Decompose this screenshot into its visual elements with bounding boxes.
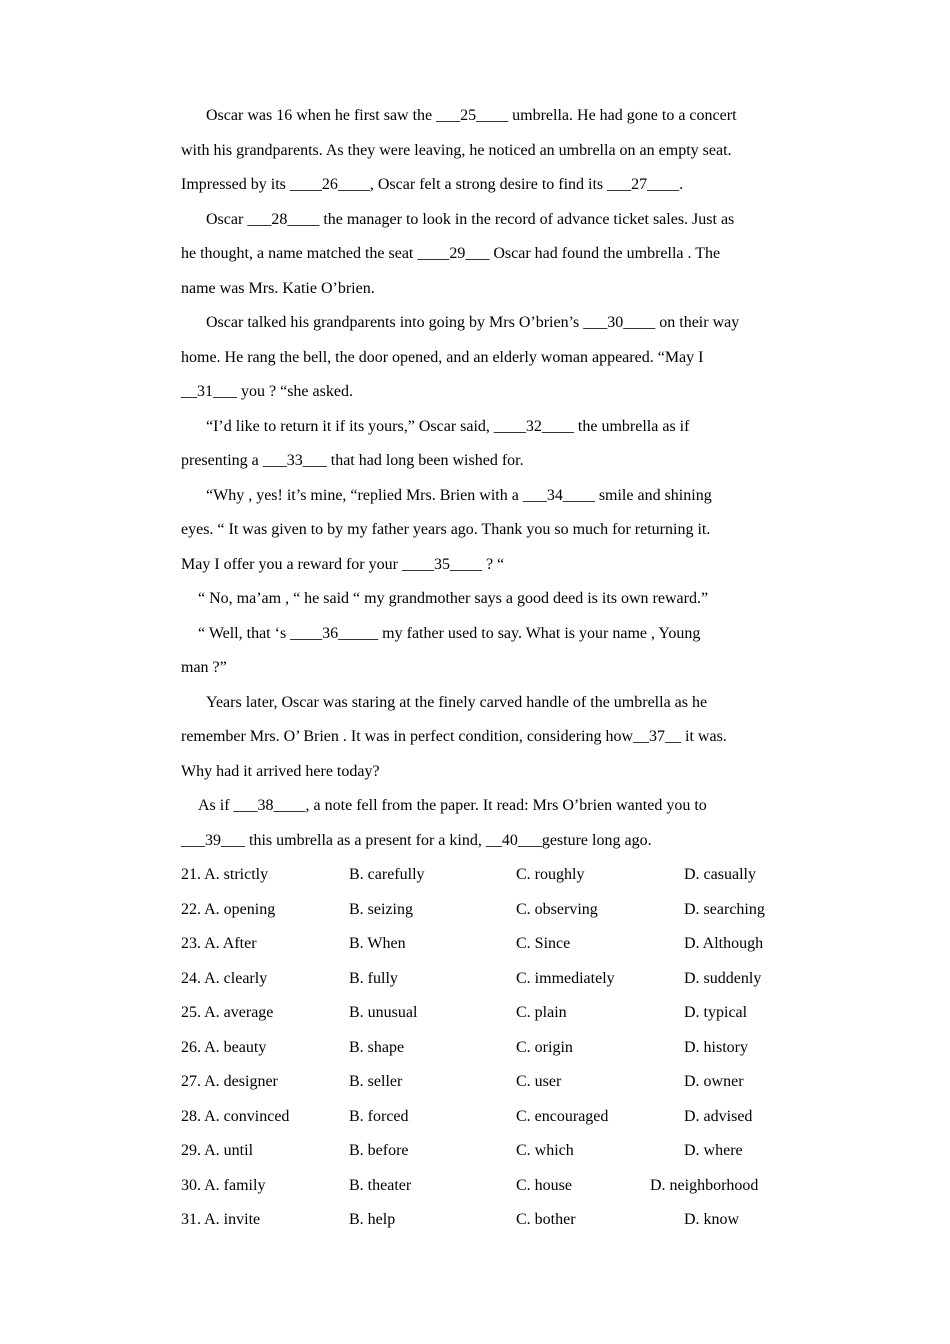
option-c: C. house bbox=[516, 1177, 572, 1194]
option-d: D. know bbox=[684, 1211, 740, 1228]
passage-line: presenting a ___33___ that had long been wished for. bbox=[181, 452, 524, 469]
option-a: 25. A. average bbox=[181, 1004, 274, 1021]
option-a: 29. A. until bbox=[181, 1142, 254, 1159]
passage-line: ___39___ this umbrella as a present for a kind, __40___gesture long ago. bbox=[181, 832, 652, 849]
option-d: D. casually bbox=[684, 866, 756, 883]
option-c: C. bother bbox=[516, 1211, 576, 1228]
option-d: D. searching bbox=[684, 901, 765, 918]
option-b: B. seller bbox=[349, 1073, 403, 1090]
option-d: D. where bbox=[684, 1142, 743, 1159]
option-b: B. theater bbox=[349, 1177, 412, 1194]
passage-line: with his grandparents. As they were leaving, he noticed an umbrella on an empty seat. bbox=[181, 142, 732, 159]
passage-line: Impressed by its ____26____, Oscar felt a strong desire to find its ___27____. bbox=[181, 176, 684, 193]
option-d: D. history bbox=[684, 1039, 748, 1056]
passage-line: name was Mrs. Katie O’brien. bbox=[181, 280, 375, 297]
option-a: 21. A. strictly bbox=[181, 866, 269, 883]
option-b: B. shape bbox=[349, 1039, 405, 1056]
option-d: D. Although bbox=[684, 935, 764, 952]
passage-line: “Why , yes! it’s mine, “replied Mrs. Brien with a ___34____ smile and shining bbox=[206, 487, 712, 504]
passage-line: he thought, a name matched the seat ____29___ Oscar had found the umbrella . The bbox=[181, 245, 721, 262]
option-d: D. advised bbox=[684, 1108, 753, 1125]
option-d: D. typical bbox=[684, 1004, 748, 1021]
option-c: C. user bbox=[516, 1073, 562, 1090]
option-a: 28. A. convinced bbox=[181, 1108, 290, 1125]
option-c: C. which bbox=[516, 1142, 574, 1159]
passage-line: remember Mrs. O’ Brien . It was in perfect condition, considering how__37__ it was. bbox=[181, 728, 727, 745]
option-c: C. Since bbox=[516, 935, 571, 952]
option-a: 30. A. family bbox=[181, 1177, 266, 1194]
passage-line: “I’d like to return it if its yours,” Oscar said, ____32____ the umbrella as if bbox=[206, 418, 690, 435]
passage-line: Why had it arrived here today? bbox=[181, 763, 380, 780]
option-c: C. observing bbox=[516, 901, 598, 918]
option-b: B. seizing bbox=[349, 901, 413, 918]
option-b: B. carefully bbox=[349, 866, 425, 883]
option-b: B. unusual bbox=[349, 1004, 418, 1021]
option-a: 23. A. After bbox=[181, 935, 257, 952]
option-a: 22. A. opening bbox=[181, 901, 276, 918]
option-d: D. suddenly bbox=[684, 970, 762, 987]
passage-line: “ Well, that ‘s ____36_____ my father used to say. What is your name , Young bbox=[198, 625, 701, 642]
passage-line: “ No, ma’am , “ he said “ my grandmother says a good deed is its own reward.” bbox=[198, 590, 709, 607]
option-a: 27. A. designer bbox=[181, 1073, 278, 1090]
option-b: B. before bbox=[349, 1142, 409, 1159]
option-a: 26. A. beauty bbox=[181, 1039, 267, 1056]
passage-line: Oscar ___28____ the manager to look in the record of advance ticket sales. Just as bbox=[206, 211, 735, 228]
passage-line: home. He rang the bell, the door opened, and an elderly woman appeared. “May I bbox=[181, 349, 704, 366]
option-c: C. immediately bbox=[516, 970, 615, 987]
passage-line: As if ___38____, a note fell from the paper. It read: Mrs O’brien wanted you to bbox=[198, 797, 707, 814]
option-c: C. plain bbox=[516, 1004, 567, 1021]
passage-line: Oscar talked his grandparents into going by Mrs O’brien’s ___30____ on their way bbox=[206, 314, 740, 331]
option-a: 31. A. invite bbox=[181, 1211, 261, 1228]
passage-line: __31___ you ? “she asked. bbox=[181, 383, 353, 400]
option-c: C. encouraged bbox=[516, 1108, 609, 1125]
passage-line: May I offer you a reward for your ____35____ ? “ bbox=[181, 556, 505, 573]
option-b: B. fully bbox=[349, 970, 398, 987]
passage-line: man ?” bbox=[181, 659, 227, 676]
option-d: D. owner bbox=[684, 1073, 744, 1090]
option-b: B. help bbox=[349, 1211, 396, 1228]
option-c: C. roughly bbox=[516, 866, 585, 883]
passage-line: Years later, Oscar was staring at the finely carved handle of the umbrella as he bbox=[206, 694, 708, 711]
option-b: B. forced bbox=[349, 1108, 409, 1125]
option-a: 24. A. clearly bbox=[181, 970, 268, 987]
passage-line: Oscar was 16 when he first saw the ___25____ umbrella. He had gone to a concert bbox=[206, 107, 737, 124]
passage-line: eyes. “ It was given to by my father years ago. Thank you so much for returning it. bbox=[181, 521, 711, 538]
option-d: D. neighborhood bbox=[650, 1177, 759, 1194]
option-c: C. origin bbox=[516, 1039, 573, 1056]
option-b: B. When bbox=[349, 935, 406, 952]
